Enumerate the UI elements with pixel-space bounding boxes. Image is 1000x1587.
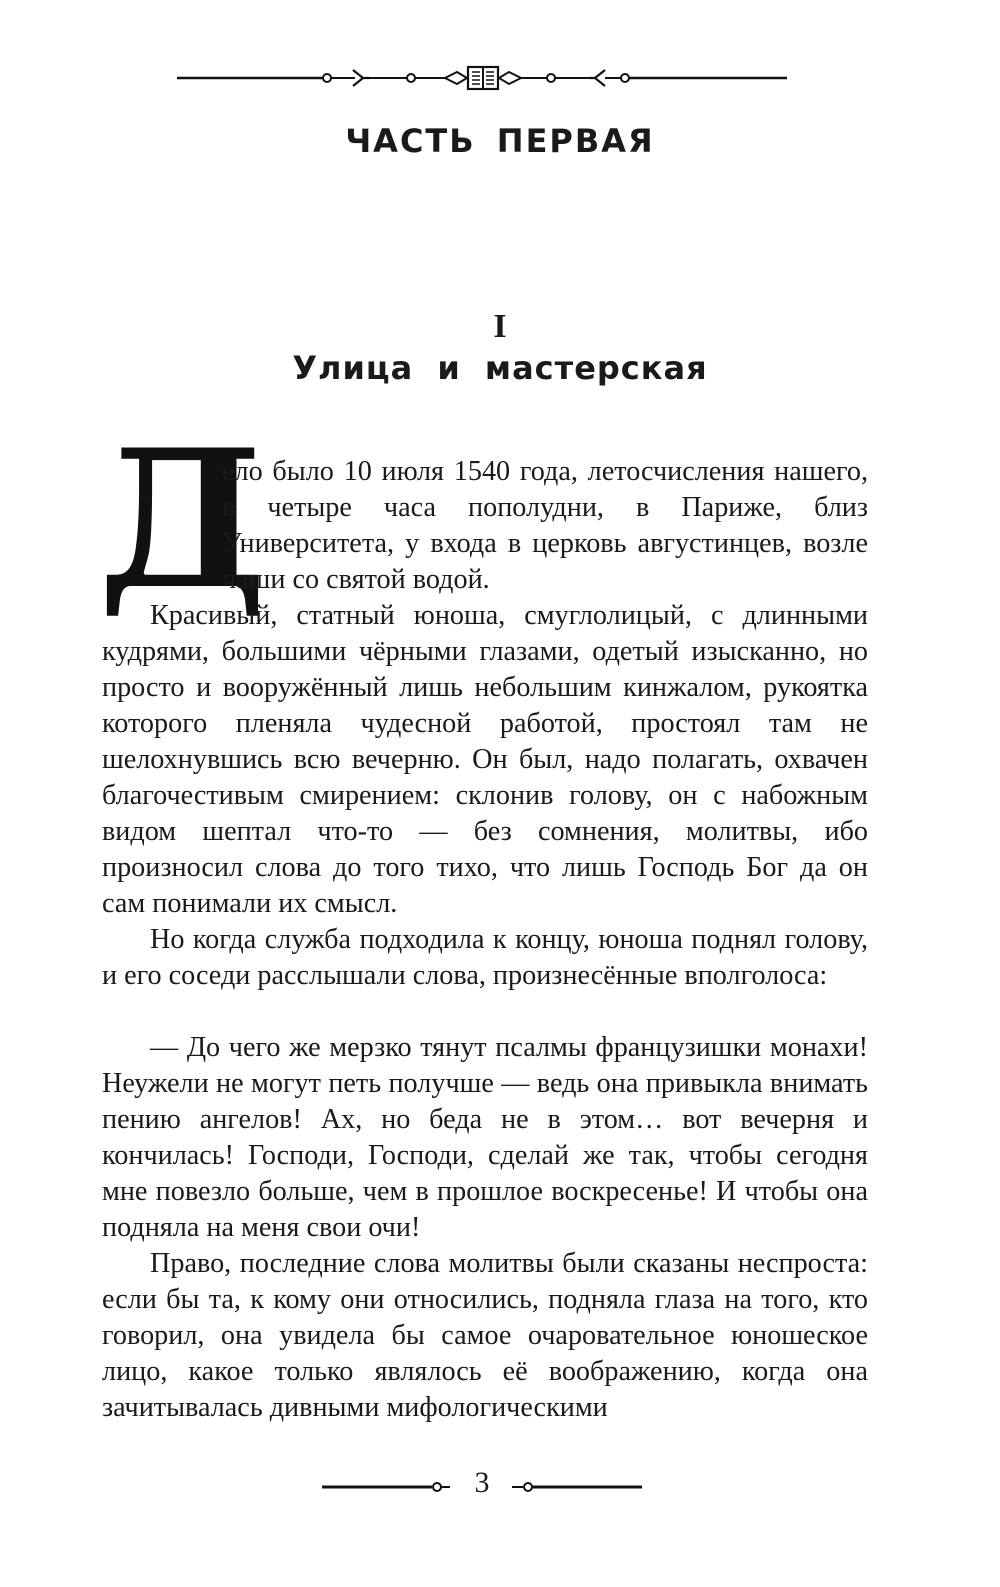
paragraph-2: Красивый, статный юноша, смуглолицый, с длинными кудрями, большими чёрными глазами, одетый изысканно, но просто и вооружённый лишь небольшим кинжалом, рукоятка которого пленяла чудесной работой, простоял там не шелохнувшись всю вечерню. Он был, надо полагать, охвачен благочестивым смирением: склонив голову, он с набожным видом шептал что-то — без сомнения, молитвы, ибо произносил слова до того тихо, что лишь Господь Бог да он сам понимали их смысл. bbox=[102, 600, 868, 919]
chapter-number: I bbox=[493, 308, 507, 345]
page-number: 3 bbox=[462, 1466, 502, 1500]
header-ornament bbox=[175, 58, 790, 98]
paragraph-4: — До чего же мерзко тянут псалмы французишки монахи! Неужели не могут петь получше — ведь она привыкла внимать пению ангелов! Ах, но беда не в этом… вот вечерня и кончилась! Господи, Господи, сделай же так, чтобы сегодня мне повезло больше, чем в прошлое воскресенье! И чтобы она подняла на меня свои очи! bbox=[102, 1032, 868, 1243]
part-title: ЧАСТЬ ПЕРВАЯ bbox=[345, 122, 655, 160]
chapter-title: Улица и мастерская bbox=[292, 349, 708, 387]
paragraph-5: Право, последние слова молитвы были сказаны неспроста: если бы та, к кому они относились, подняла глаза на того, кто говорил, она увидела бы самое очаровательное юношеское лицо, какое только являлось её воображению, когда она зачитывалась дивными мифологическими bbox=[102, 1248, 868, 1423]
drop-cap-letter: Д bbox=[98, 408, 267, 631]
paragraph-3: Но когда служба подходила к концу, юноша поднял голову, и его соседи расслышали слова, произнесённые вполголоса: bbox=[102, 924, 868, 991]
book-ornament-icon bbox=[468, 67, 498, 89]
paragraph-1: ело было 10 июля 1540 года, летосчисления нашего, в четыре часа пополудни, в Париже, близ Университета, у входа в церковь августинцев, возле чаши со святой водой. bbox=[222, 456, 868, 595]
